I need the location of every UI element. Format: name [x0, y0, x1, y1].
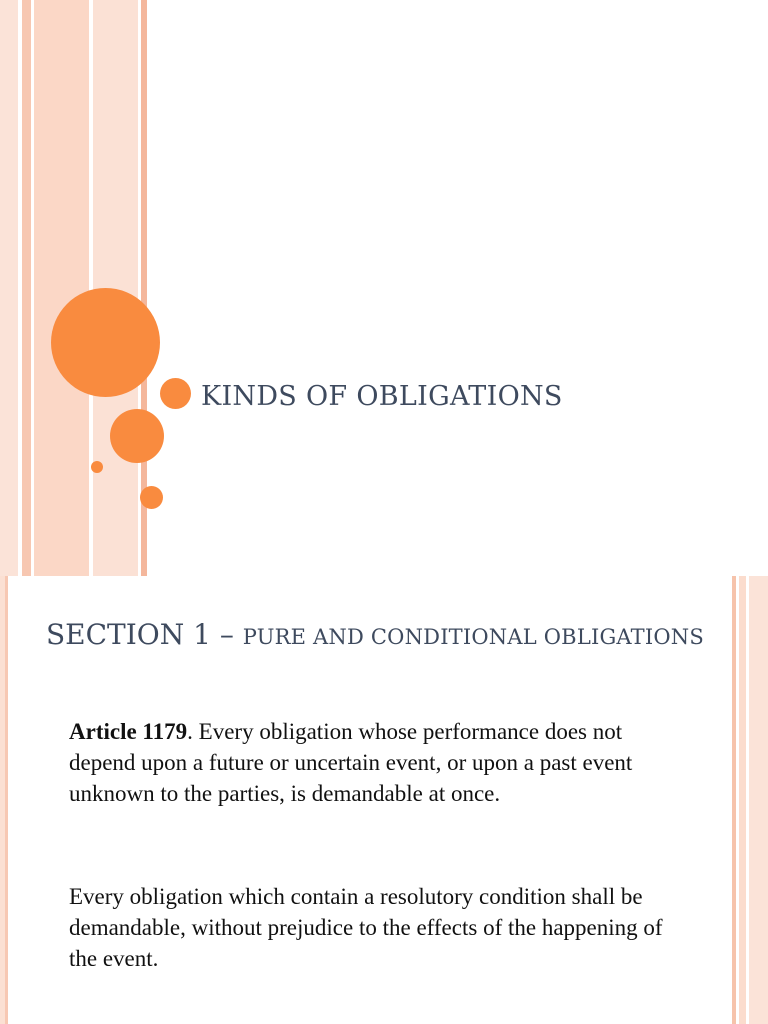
decorative-stripe: [34, 0, 89, 576]
slide-title: KINDS OF OBLIGATIONS: [201, 381, 563, 412]
decorative-stripe: [5, 576, 8, 1024]
decorative-circle-small: [160, 378, 191, 409]
decorative-stripe: [22, 0, 31, 576]
resolutory-paragraph: Every obligation which contain a resolutory condition shall be demandable, without prejudice to the effects of the happening of the event.: [69, 884, 663, 971]
decorative-circle-medium: [110, 409, 164, 463]
article-text: . Every obligation whose performance does not depend upon a future or uncertain event, or upon a past event unknown to the parties, is demandable at once.: [69, 719, 633, 806]
article-label: Article 1179: [69, 719, 188, 744]
decorative-stripe: [0, 0, 18, 576]
article-paragraph: [69, 716, 669, 809]
decorative-circle-tiny: [91, 461, 103, 473]
section-heading-main: SECTION 1 –: [46, 618, 243, 651]
decorative-stripe: [749, 576, 768, 1024]
decorative-stripe: [739, 576, 746, 1024]
decorative-circle-large: [51, 288, 160, 397]
decorative-circle-dot: [140, 486, 163, 509]
section-heading-sub: PURE AND CONDITIONAL OBLIGATIONS: [242, 625, 704, 649]
slide-2: [0, 576, 768, 1024]
section-heading: [46, 616, 706, 658]
